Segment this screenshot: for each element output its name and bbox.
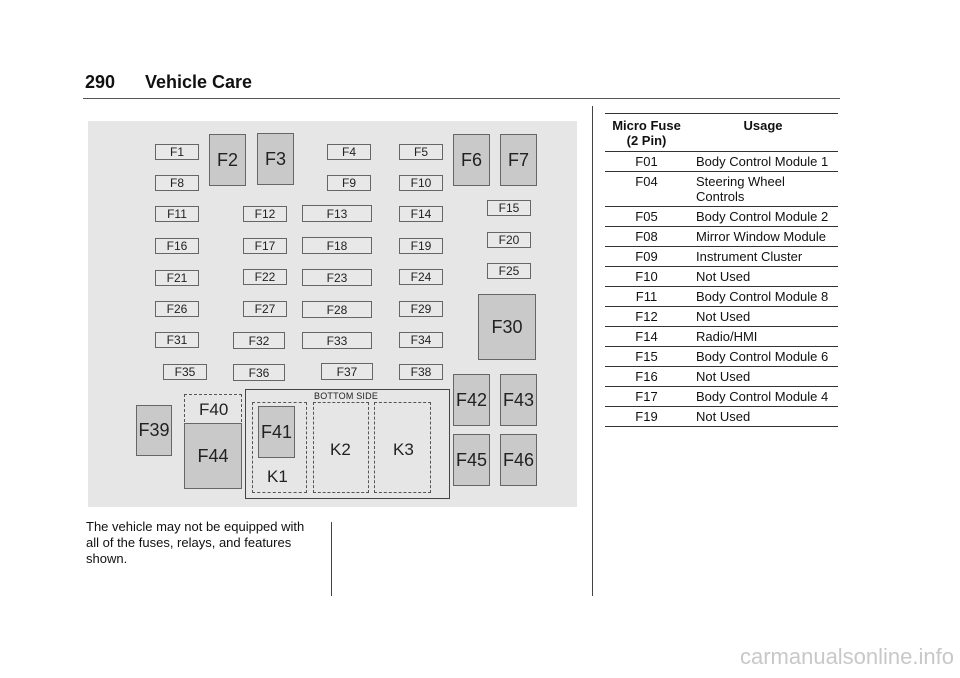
table-row <box>605 267 838 287</box>
fuse-F46: F46 <box>500 434 537 486</box>
table-row <box>605 347 838 367</box>
fuse-id: F14 <box>635 329 658 344</box>
fuse-id: F08 <box>635 229 658 244</box>
table-row <box>605 307 838 327</box>
fuse-F4: F4 <box>327 144 371 160</box>
fuse-usage: Not Used <box>696 269 751 284</box>
fuse-usage: Steering Wheel Controls <box>696 174 785 204</box>
fuse-F42: F42 <box>453 374 490 426</box>
table-row <box>605 407 838 427</box>
section-title: Vehicle Care <box>145 72 253 92</box>
fuse-F41: F41 <box>258 406 295 458</box>
fuse-F43: F43 <box>500 374 537 426</box>
fuse-usage: Body Control Module 2 <box>696 209 829 224</box>
fuse-block-diagram <box>88 121 577 507</box>
column-header-fuse: Micro Fuse (2 Pin) <box>612 118 681 148</box>
fuse-F22: F22 <box>243 269 287 285</box>
fuse-id: F01 <box>635 154 658 169</box>
fuse-usage: Mirror Window Module <box>696 229 827 244</box>
fuse-id: F16 <box>635 369 658 384</box>
fuse-F39: F39 <box>136 405 172 456</box>
table-row <box>605 367 838 387</box>
fuse-F15: F15 <box>487 200 531 216</box>
fuse-F1: F1 <box>155 144 199 160</box>
fuse-id: F19 <box>635 409 658 424</box>
fuse-F10: F10 <box>399 175 443 191</box>
fuse-id: F05 <box>635 209 658 224</box>
fuse-id: F04 <box>635 174 658 189</box>
fuse-F2: F2 <box>209 134 246 186</box>
fuse-id: F17 <box>635 389 658 404</box>
fuse-F9: F9 <box>327 175 371 191</box>
page-header <box>83 70 840 99</box>
table-row <box>605 287 838 307</box>
fuse-F19: F19 <box>399 238 443 254</box>
relay-K1: K1 <box>267 467 288 486</box>
fuse-id: F11 <box>635 289 658 304</box>
fuse-F23: F23 <box>302 269 372 286</box>
fuse-F18: F18 <box>302 237 372 254</box>
fuse-F5: F5 <box>399 144 443 160</box>
fuse-F13: F13 <box>302 205 372 222</box>
fuse-F8: F8 <box>155 175 199 191</box>
column-header-usage: Usage <box>743 118 783 133</box>
fuse-F28: F28 <box>302 301 372 318</box>
fuse-F27: F27 <box>243 301 287 317</box>
fuse-F32: F32 <box>233 332 285 349</box>
relay-K2: K2 <box>330 440 351 459</box>
watermark: carmanualsonline.info <box>739 644 954 669</box>
fuse-F40: F40 <box>199 400 229 419</box>
fuse-usage: Radio/HMI <box>696 329 758 344</box>
fuse-F14: F14 <box>399 206 443 222</box>
fuse-F29: F29 <box>399 301 443 317</box>
fuse-F6: F6 <box>453 134 490 186</box>
page-number: 290 <box>85 72 116 92</box>
fuse-F17: F17 <box>243 238 287 254</box>
fuse-F45: F45 <box>453 434 490 486</box>
fuse-F12: F12 <box>243 206 287 222</box>
bottom-side-label: BOTTOM SIDE <box>314 391 379 401</box>
table-header-row <box>605 114 838 152</box>
fuse-F38: F38 <box>399 364 443 380</box>
table-row <box>605 152 838 172</box>
fuse-F36: F36 <box>233 364 285 381</box>
fuse-F30: F30 <box>478 294 536 360</box>
column-divider-right <box>592 106 593 596</box>
fuse-usage: Not Used <box>696 409 751 424</box>
fuse-usage: Not Used <box>696 309 751 324</box>
table-row <box>605 227 838 247</box>
table-row <box>605 247 838 267</box>
fuse-usage: Body Control Module 8 <box>696 289 829 304</box>
fuse-F11: F11 <box>155 206 199 222</box>
fuse-id: F09 <box>635 249 658 264</box>
table-row <box>605 387 838 407</box>
table-row <box>605 172 838 207</box>
diagram-caption: The vehicle may not be equipped with all of the fuses, relays, and features shown. <box>86 519 305 566</box>
table-row <box>605 327 838 347</box>
fuse-id: F12 <box>635 309 658 324</box>
relay-K3: K3 <box>393 440 414 459</box>
fuse-F20: F20 <box>487 232 531 248</box>
fuse-id: F15 <box>635 349 658 364</box>
fuse-usage: Not Used <box>696 369 751 384</box>
fuse-F7: F7 <box>500 134 537 186</box>
fuse-F16: F16 <box>155 238 199 254</box>
fuse-F37: F37 <box>321 363 373 380</box>
fuse-F35: F35 <box>163 364 207 380</box>
fuse-F33: F33 <box>302 332 372 349</box>
fuse-F31: F31 <box>155 332 199 348</box>
fuse-usage: Body Control Module 1 <box>696 154 829 169</box>
fuse-F24: F24 <box>399 269 443 285</box>
fuse-F3: F3 <box>257 133 294 185</box>
fuse-F21: F21 <box>155 270 199 286</box>
column-divider-left <box>331 522 332 596</box>
fuse-usage: Body Control Module 4 <box>696 389 829 404</box>
fuse-id: F10 <box>635 269 658 284</box>
fuse-F25: F25 <box>487 263 531 279</box>
fuse-F34: F34 <box>399 332 443 348</box>
table-row <box>605 207 838 227</box>
fuse-usage-table <box>605 113 838 427</box>
fuse-F44: F44 <box>184 423 242 489</box>
fuse-usage: Body Control Module 6 <box>696 349 829 364</box>
fuse-F26: F26 <box>155 301 199 317</box>
fuse-usage: Instrument Cluster <box>696 249 803 264</box>
